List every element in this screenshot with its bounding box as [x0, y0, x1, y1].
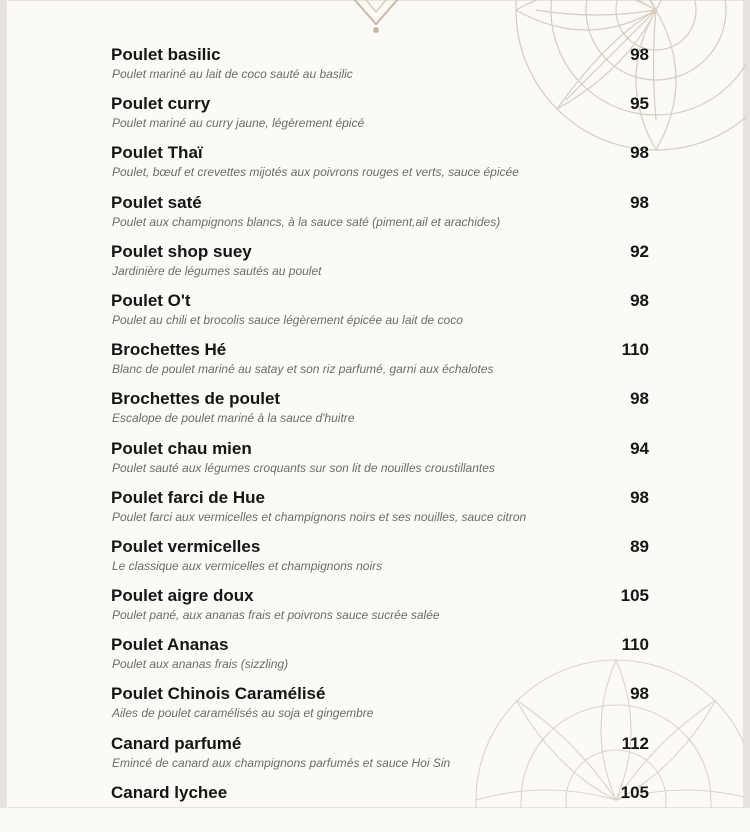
- dish-description: Poulet, bœuf et crevettes mijotés aux poivrons rouges et verts, sauce épicée: [112, 165, 519, 180]
- dish-price: 92: [630, 241, 649, 261]
- dish-description: Ailes de poulet caramélisés au soja et gingembre: [112, 706, 374, 721]
- dish-name: Brochettes Hé: [111, 340, 227, 360]
- dish-name: Poulet Thaï: [111, 143, 203, 163]
- dish-name: Poulet Chinois Caramélisé: [111, 684, 326, 704]
- dish-name: Poulet shop suey: [111, 241, 252, 261]
- menu-item: [111, 143, 651, 192]
- menu-item: [111, 389, 651, 438]
- menu-item: [111, 193, 651, 242]
- dish-name: Poulet O't: [111, 290, 191, 310]
- menu-item: [111, 94, 651, 143]
- dish-name: Poulet farci de Hue: [111, 487, 265, 507]
- dish-description: Poulet mariné au lait de coco sauté au basilic: [112, 67, 353, 81]
- menu-item: [111, 242, 651, 291]
- dish-name: Poulet curry: [111, 94, 211, 114]
- dish-name: Poulet aigre doux: [111, 586, 254, 606]
- dish-price: 105: [620, 782, 649, 802]
- dish-description: Escalope de poulet mariné à la sauce d'huitre: [112, 411, 355, 426]
- menu-item: [111, 586, 651, 635]
- menu-item: [111, 291, 651, 340]
- menu-item: [111, 684, 651, 733]
- dish-description: Poulet mariné au curry jaune, légèrement épicé: [112, 116, 365, 131]
- dish-price: 105: [620, 586, 649, 606]
- menu-item: [111, 734, 651, 783]
- top-ornament-icon: [286, 0, 466, 40]
- dish-price: 98: [630, 684, 649, 704]
- dish-price: 98: [630, 143, 649, 163]
- dish-description: Emincé de canard aux champignons parfumés et sauce Hoi Sin: [112, 755, 451, 770]
- page-right-edge: [744, 0, 750, 808]
- menu-page: [6, 0, 744, 808]
- dish-description: Poulet aux champignons blancs, à la sauce saté (piment,ail et arachides): [112, 214, 501, 229]
- dish-price: 98: [630, 45, 649, 64]
- dish-description: Poulet sauté aux légumes croquants sur son lit de nouilles croustillantes: [112, 460, 495, 475]
- dish-description: Le classique aux vermicelles et champignons noirs: [112, 558, 383, 573]
- dish-price: 110: [621, 340, 649, 360]
- dish-name: Poulet Ananas: [111, 635, 229, 655]
- dish-price: 98: [630, 487, 649, 507]
- dish-price: 110: [621, 635, 649, 655]
- menu-item: [111, 635, 651, 684]
- dish-price: 98: [630, 290, 649, 310]
- dish-name: Brochettes de poulet: [111, 389, 281, 409]
- dish-description: Poulet au chili et brocolis sauce légèrement épicée au lait de coco: [112, 312, 463, 327]
- dish-price: 95: [630, 94, 649, 114]
- dish-name: Poulet saté: [111, 192, 202, 212]
- menu-item: [111, 340, 651, 389]
- menu-item: [111, 783, 651, 832]
- menu-item: [111, 537, 651, 586]
- menu-item: [111, 45, 651, 94]
- dish-description: Poulet aux ananas frais (sizzling): [112, 657, 289, 672]
- dish-name: Poulet chau mien: [111, 438, 252, 458]
- dish-description: Jardinière de légumes sautés au poulet: [112, 263, 322, 278]
- dish-name: Canard parfumé: [111, 733, 242, 753]
- dish-name: Poulet vermicelles: [111, 536, 261, 556]
- menu-list: [111, 45, 651, 832]
- dish-description: Poulet farci aux vermicelles et champignons noirs et ses nouilles, sauce citron: [112, 509, 527, 524]
- dish-price: 112: [621, 733, 649, 753]
- dish-name: Canard lychee: [111, 782, 228, 802]
- dish-price: 98: [630, 389, 649, 409]
- dish-name: Poulet basilic: [111, 45, 221, 64]
- dish-price: 89: [630, 536, 649, 556]
- dish-price: 94: [630, 438, 649, 458]
- dish-description: Poulet pané, aux ananas frais et poivrons sauce sucrée salée: [112, 608, 440, 623]
- menu-item: [111, 439, 651, 488]
- dish-price: 98: [630, 192, 649, 212]
- menu-item: [111, 488, 651, 537]
- dish-description: Blanc de poulet mariné au satay et son riz parfumé, garni aux échalotes: [112, 362, 494, 377]
